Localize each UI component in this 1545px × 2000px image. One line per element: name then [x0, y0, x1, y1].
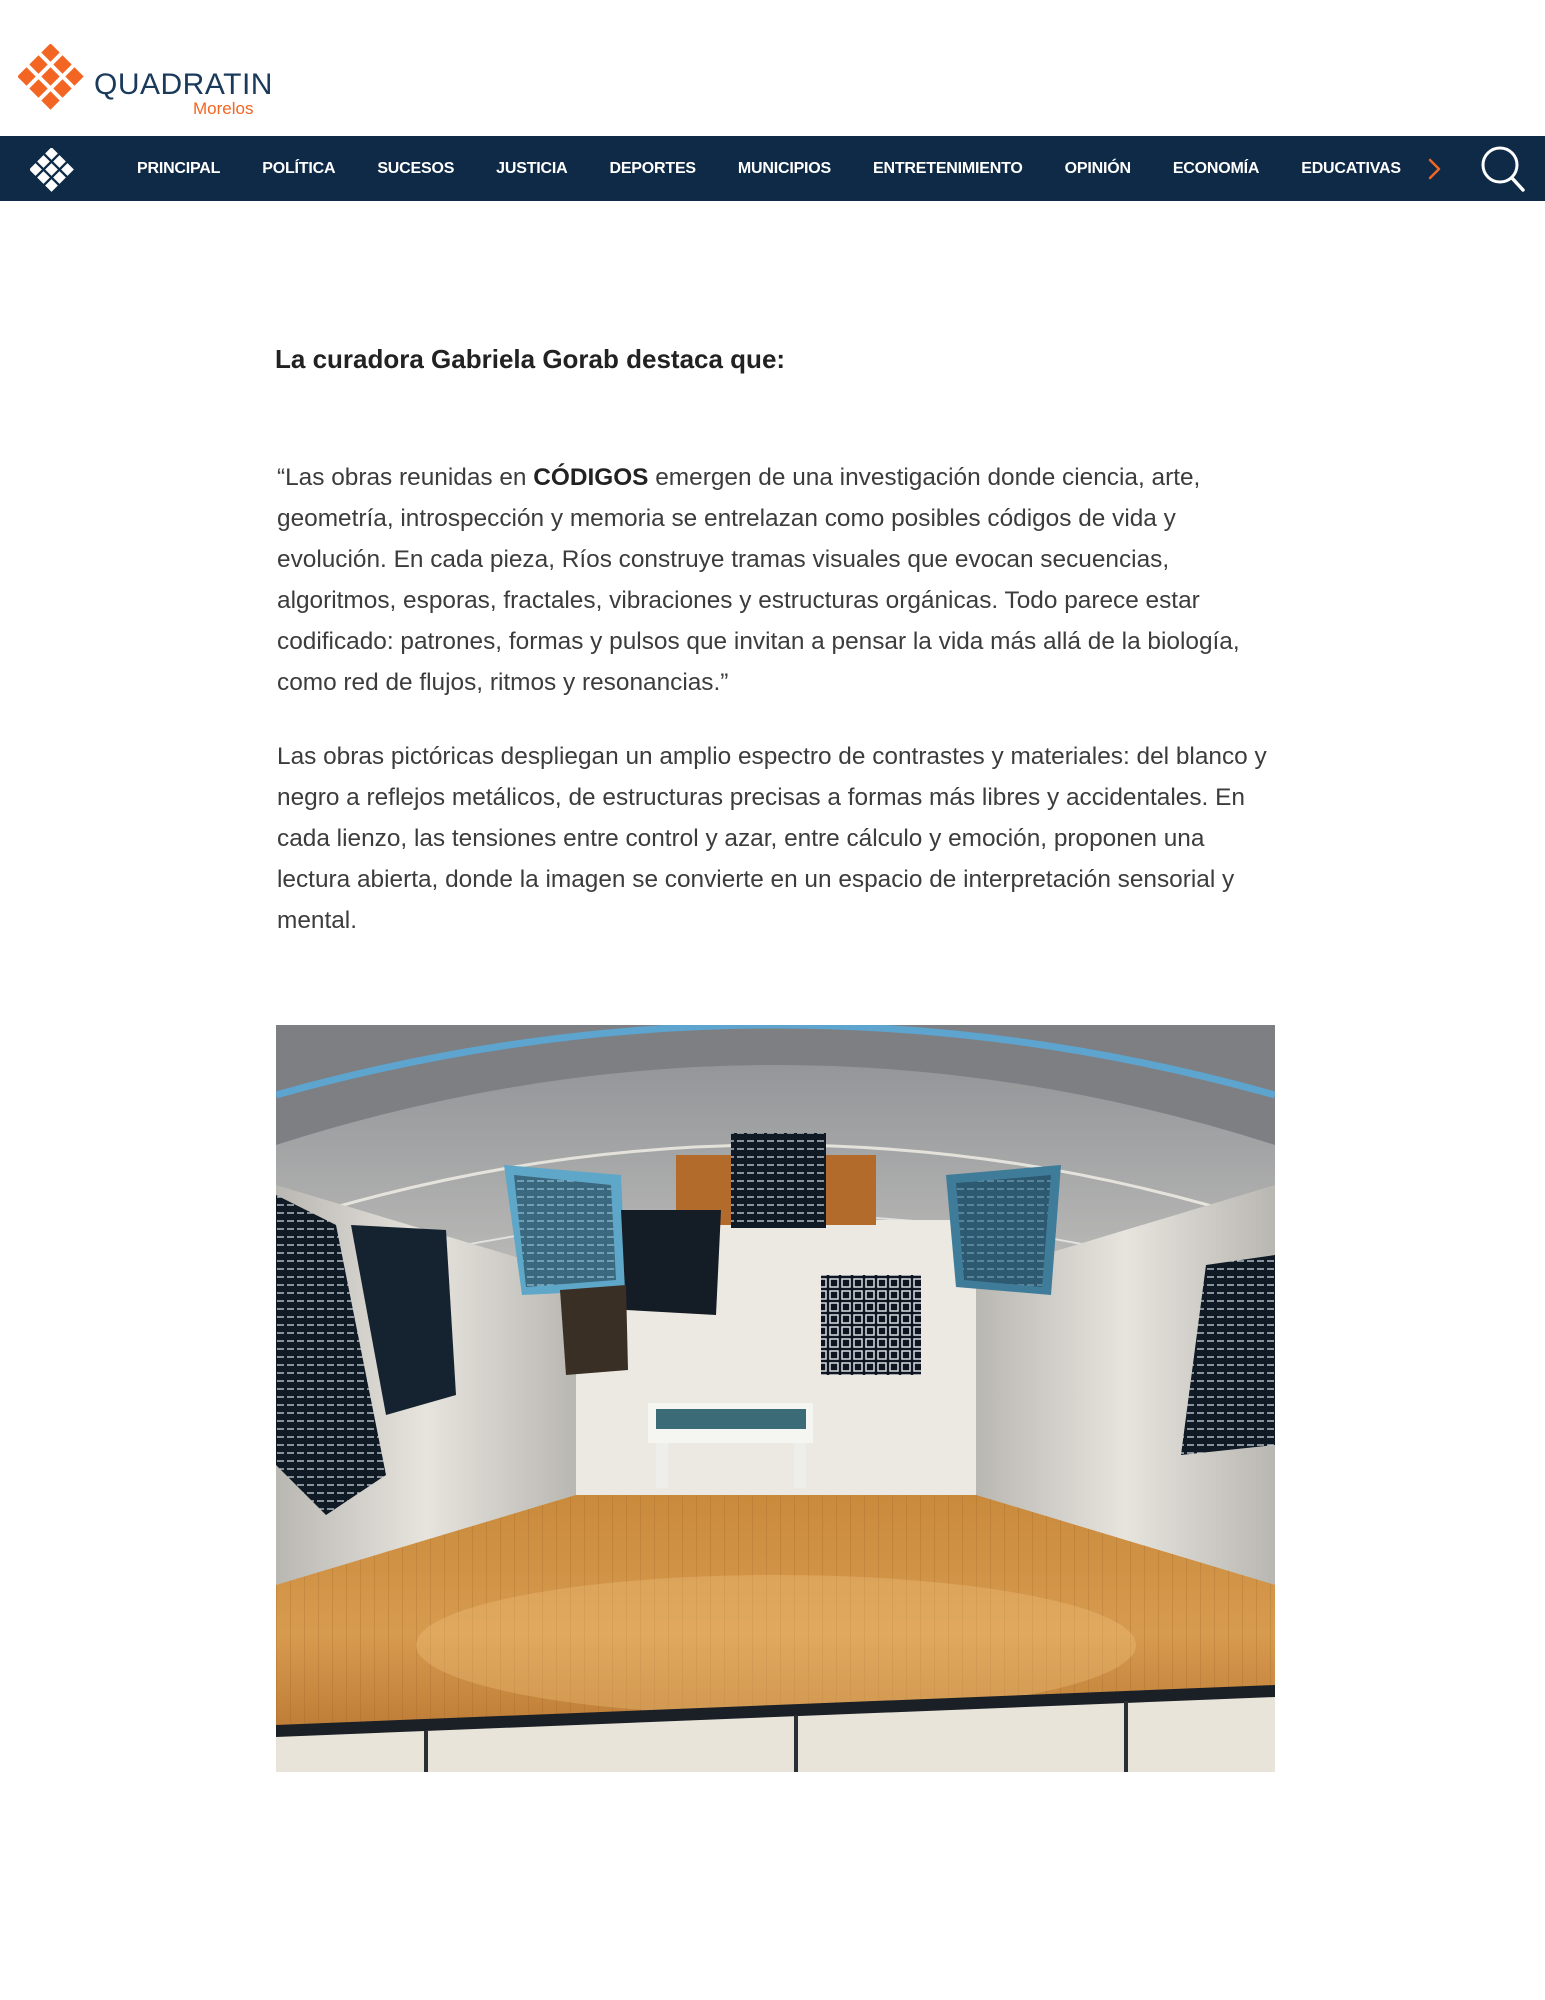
brand-wordmark — [94, 44, 274, 126]
nav-item-educativas[interactable]: EDUCATIVAS — [1301, 159, 1401, 177]
quote-text-end: emergen de una investigación donde ciencia, arte, geometría, introspección y memoria se entrelazan como posibles códigos de vida y evolución. En cada pieza, Ríos construye tramas visuales que evocan secuencias, algoritmos, esporas, fractales, vibraciones y estructuras orgánicas. Todo parece estar codificado: patrones, formas y pulsos que invitan a pensar la vida más allá de la biología, como red de flujos, ritmos y resonancias.” — [277, 464, 1240, 696]
brand-name: QUADRATIN — [94, 68, 273, 101]
search-icon[interactable] — [1478, 143, 1528, 195]
nav-home-logo-icon[interactable] — [30, 148, 74, 192]
nav-item-entretenimiento[interactable]: ENTRETENIMIENTO — [873, 159, 1023, 177]
nav-item-economia[interactable]: ECONOMÍA — [1172, 159, 1260, 177]
curator-quote-paragraph — [277, 457, 1282, 703]
article-paragraph: Las obras pictóricas despliegan un amplio espectro de contrastes y materiales: del blanco y negro a reflejos metálicos, de estructuras precisas a formas más libres y accidentales. En cada lienzo, las tensiones entre control y azar, entre cálculo y emoción, proponen una lectura abierta, donde la imagen se convierte en un espacio de interpretación sensorial y mental. — [277, 743, 1267, 934]
nav-menu — [116, 136, 1422, 201]
nav-item-deportes[interactable]: DEPORTES — [609, 159, 696, 177]
quadratin-diamond-logo-icon — [18, 44, 84, 126]
article-subheading: La curadora Gabriela Gorab destaca que: — [275, 344, 786, 374]
nav-item-municipios[interactable]: MUNICIPIOS — [737, 159, 832, 177]
site-logo[interactable] — [18, 44, 278, 126]
exhibition-title: CÓDIGOS — [533, 464, 649, 491]
nav-item-justicia[interactable]: JUSTICIA — [496, 159, 568, 177]
brand-subtitle: Morelos — [193, 99, 254, 118]
nav-item-sucesos[interactable]: SUCESOS — [377, 159, 455, 177]
main-navigation — [0, 136, 1545, 201]
chevron-right-icon[interactable] — [1425, 154, 1445, 184]
quote-text-start: “Las obras reunidas en — [277, 464, 534, 491]
nav-item-principal[interactable]: PRINCIPAL — [137, 159, 221, 177]
gallery-exhibition-photo — [276, 1025, 1275, 1772]
nav-item-opinion[interactable]: OPINIÓN — [1064, 159, 1131, 177]
nav-item-politica[interactable]: POLÍTICA — [262, 159, 336, 177]
